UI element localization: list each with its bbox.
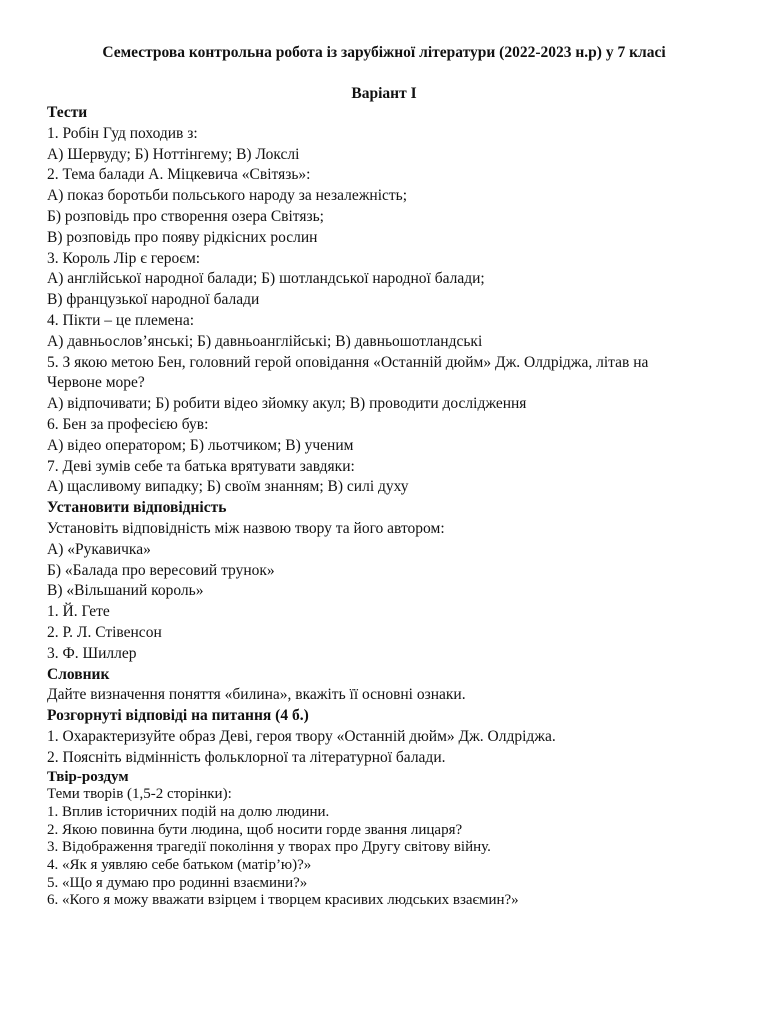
- section-heading-tests: Тести: [47, 104, 88, 121]
- question-line: 5. З якою метою Бен, головний герой оповідання «Останній дюйм» Дж. Олдріджа, літав на: [47, 353, 649, 371]
- matching-line: 1. Й. Гете: [47, 603, 110, 621]
- section-heading-glossary: Словник: [47, 665, 110, 683]
- section-heading-matching: Установити відповідність: [47, 499, 227, 517]
- essay-section: [47, 786, 727, 910]
- essay-line: Теми творів (1,5-2 сторінки):: [47, 786, 232, 803]
- answer-line: В) розповідь про появу рідкісних рослин: [47, 228, 318, 246]
- glossary-section: [47, 685, 727, 706]
- variant-heading: Варіант І: [351, 85, 417, 102]
- section-heading-essay: Твір-роздум: [47, 768, 129, 785]
- extended-question-line: 1. Охарактеризуйте образ Деві, героя твору «Останній дюйм» Дж. Олдріджа.: [47, 727, 556, 745]
- answer-line: В) французької народної балади: [47, 291, 260, 309]
- essay-line: 3. Відображення трагедії покоління у творах про Другу світову війну.: [47, 839, 491, 856]
- question-line: 6. Бен за професією був:: [47, 415, 209, 433]
- question-line: 7. Деві зумів себе та батька врятувати завдяки:: [47, 457, 355, 475]
- essay-line: 5. «Що я думаю про родинні взаємини?»: [47, 874, 308, 891]
- glossary-line: Дайте визначення поняття «билина», вкажіть її основні ознаки.: [47, 686, 466, 704]
- essay-line: 6. «Кого я можу вважати взірцем і творцем красивих людських взаємин?»: [47, 892, 519, 909]
- tests-section: [47, 124, 727, 498]
- extended-section: [47, 727, 727, 769]
- answer-line: А) щасливому випадку; Б) своїм знанням; В) силі духу: [47, 478, 409, 496]
- question-line: 3. Король Лір є героєм:: [47, 249, 201, 267]
- essay-line: 4. «Як я уявляю себе батьком (матір’ю)?»: [47, 857, 312, 874]
- matching-line: 2. Р. Л. Стівенсон: [47, 623, 162, 641]
- extended-question-line: 2. Поясніть відмінність фольклорної та літературної балади.: [47, 748, 446, 766]
- matching-line: В) «Вільшаний король»: [47, 582, 204, 600]
- question-line: 1. Робін Гуд походив з:: [47, 124, 198, 142]
- answer-line: А) відео оператором; Б) льотчиком; В) ученим: [47, 436, 354, 454]
- question-line: Червоне море?: [47, 374, 145, 392]
- answer-line: А) Шервуду; Б) Ноттінгему; В) Локслі: [47, 145, 300, 163]
- matching-section: [47, 519, 727, 665]
- essay-line: 2. Якою повинна бути людина, щоб носити горде звання лицаря?: [47, 821, 463, 838]
- answer-line: Б) розповідь про створення озера Світязь;: [47, 207, 324, 225]
- page-title: Семестрова контрольна робота із зарубіжної літератури (2022-2023 н.р) у 7 класі: [102, 44, 666, 61]
- matching-line: 3. Ф. Шиллер: [47, 644, 137, 662]
- answer-line: А) відпочивати; Б) робити відео зйомку акул; В) проводити дослідження: [47, 395, 527, 413]
- matching-line: Б) «Балада про вересовий трунок»: [47, 561, 275, 579]
- section-heading-extended: Розгорнуті відповіді на питання (4 б.): [47, 707, 309, 725]
- document-body: [47, 103, 727, 910]
- matching-line: Установіть відповідність між назвою твору та його автором:: [47, 519, 445, 537]
- essay-line: 1. Вплив історичних подій на долю людини.: [47, 803, 330, 820]
- answer-line: А) давньослов’янські; Б) давньоанглійські; В) давньошотландські: [47, 332, 483, 350]
- answer-line: А) показ боротьби польського народу за незалежність;: [47, 187, 408, 205]
- answer-line: А) англійської народної балади; Б) шотландської народної балади;: [47, 270, 485, 288]
- question-line: 2. Тема балади А. Міцкевича «Світязь»:: [47, 166, 311, 184]
- matching-line: А) «Рукавичка»: [47, 540, 151, 558]
- question-line: 4. Пікти – це племена:: [47, 311, 195, 329]
